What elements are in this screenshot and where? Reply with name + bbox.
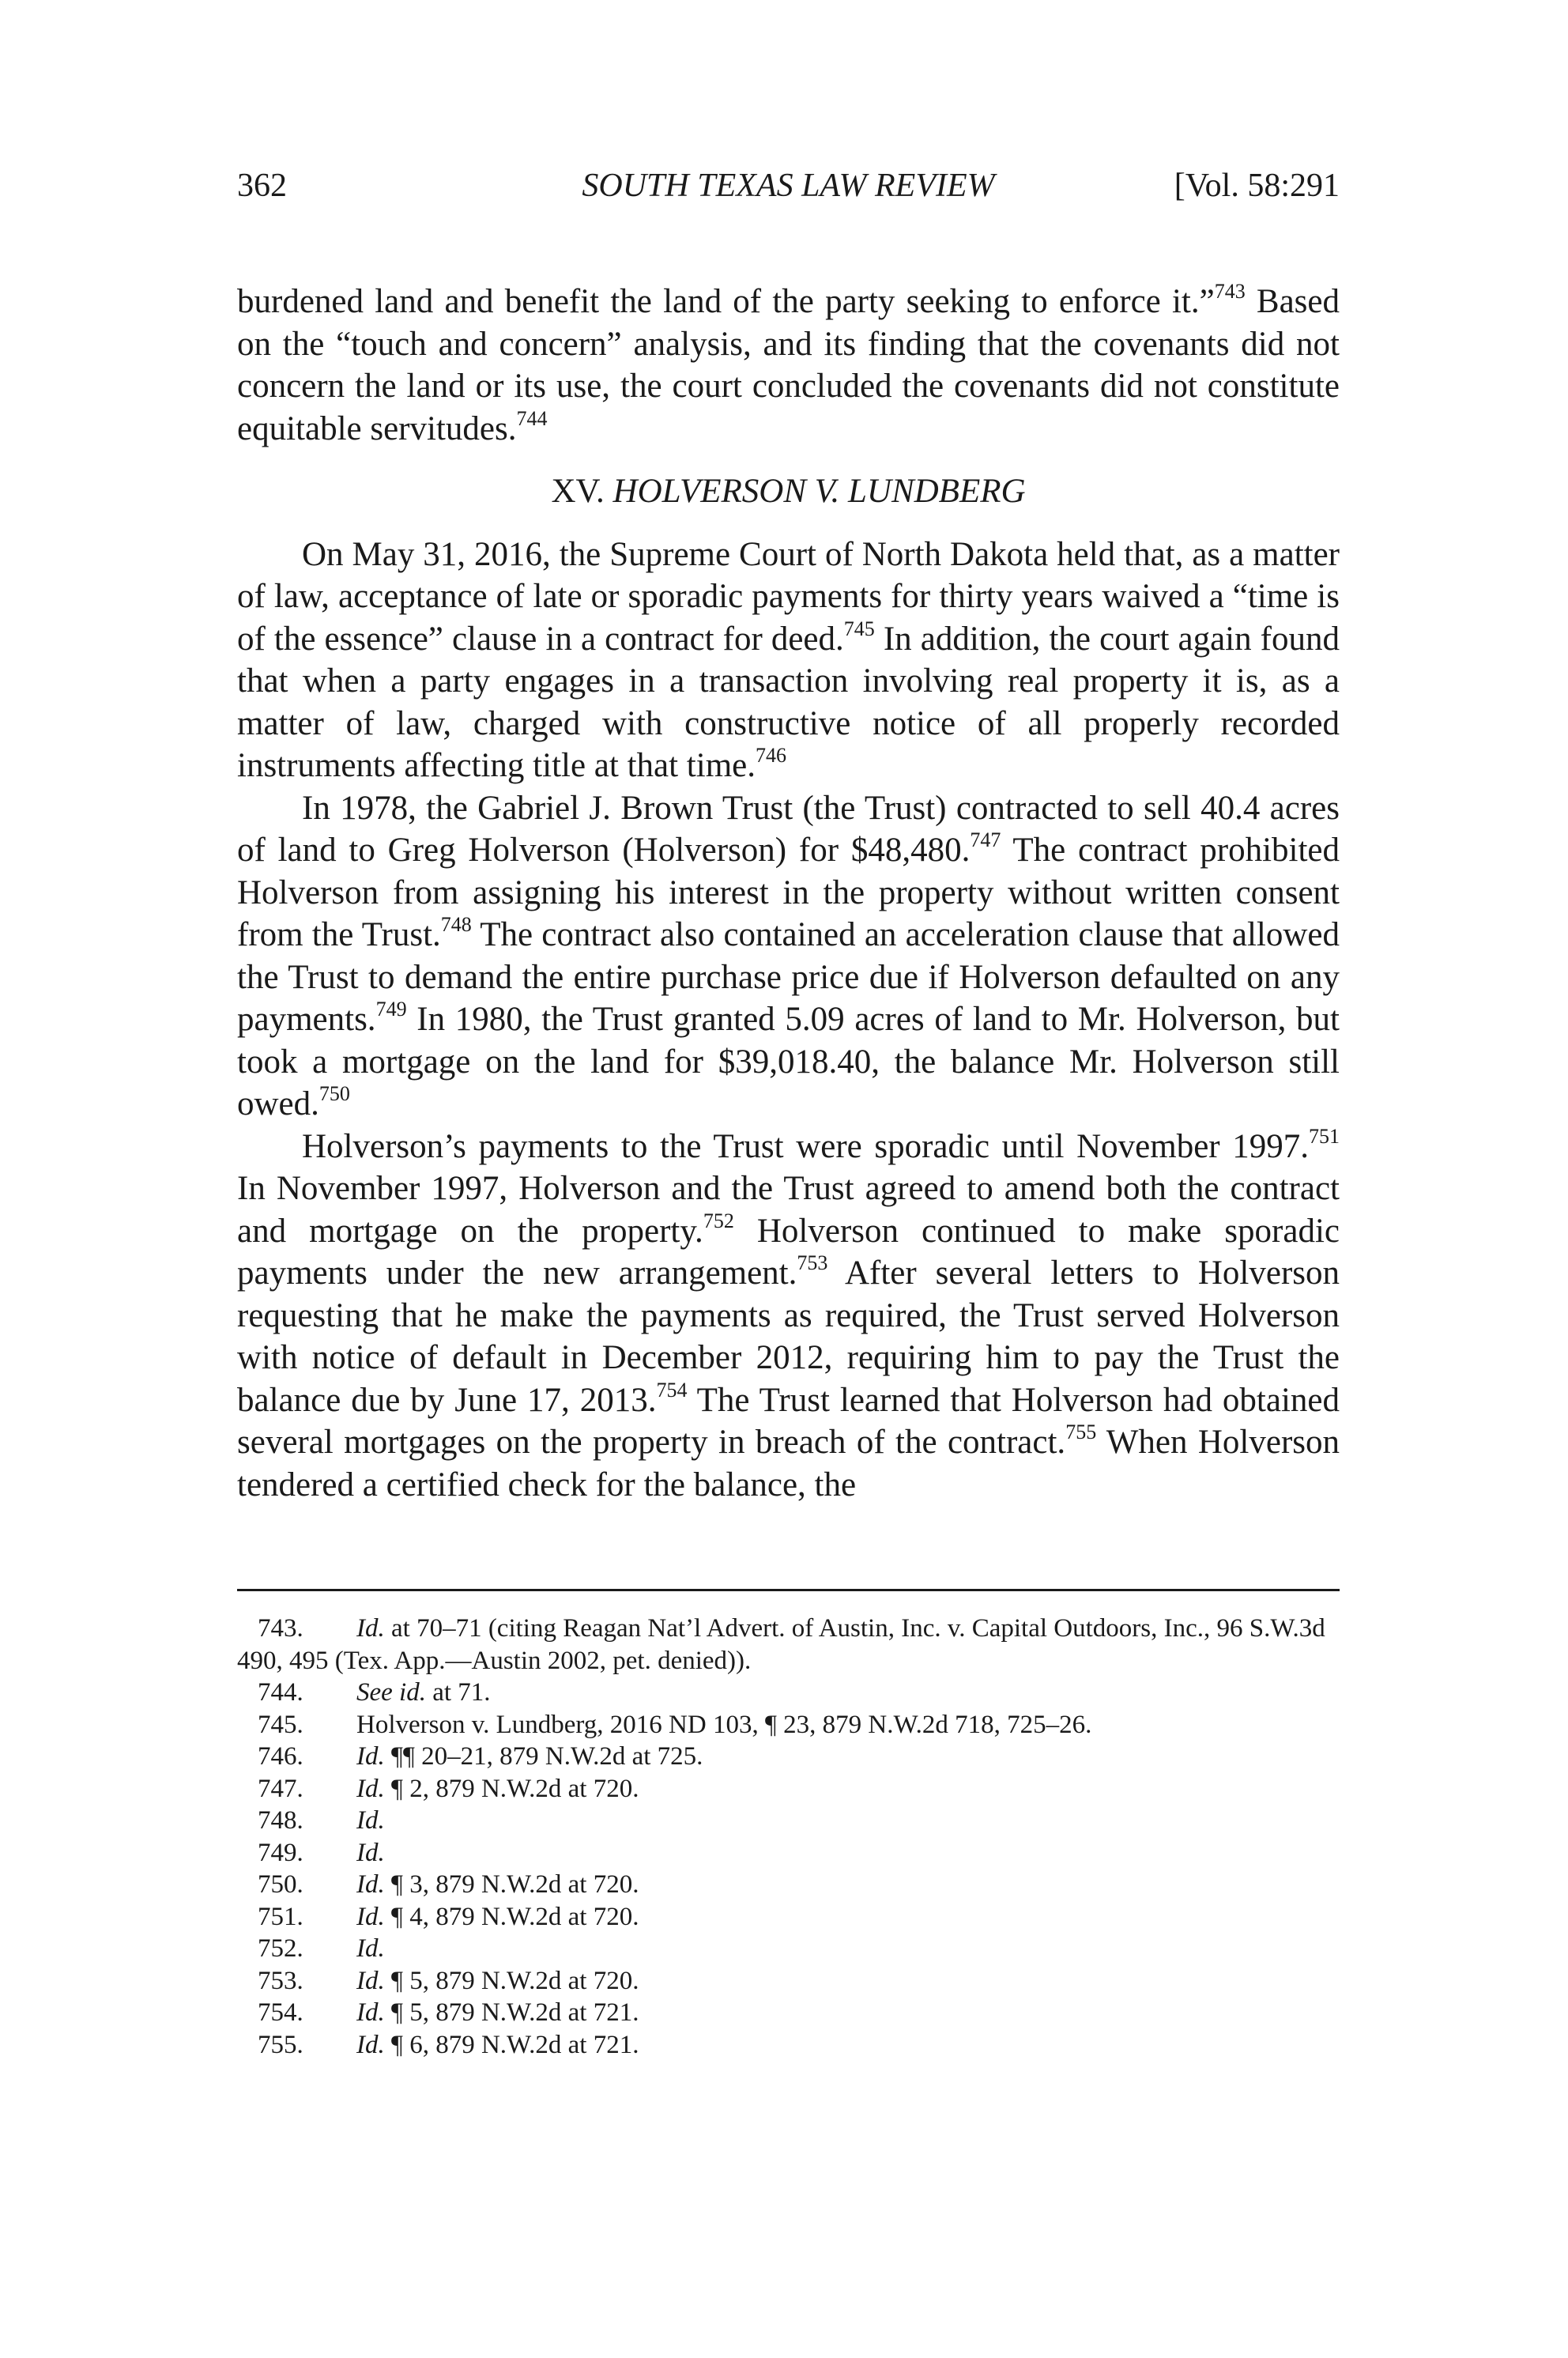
footnote-text: at 70–71 (citing Reagan Nat’l Advert. of Austin, Inc. v. Capital Outdoors, Inc., 96 S.W.3d 490, 495 (Tex. App.—Austin 2002, pet. denied)). <box>237 1614 1325 1675</box>
footnote-text: ¶ 3, 879 N.W.2d at 720. <box>384 1870 639 1899</box>
p3-text-c: The contract also contained an acceleration clause that allowed the Trust to demand the entire purchase price due if Holverson defaulted on any payments. <box>237 916 1340 1038</box>
p1-text-b: Based on the “touch and concern” analysis, and its finding that the covenants did not concern the land or its use, the court concluded the covenants did not constitute equitable servitudes. <box>237 283 1340 447</box>
p4-text-a: Holverson’s payments to the Trust were sporadic until November 1997. <box>302 1127 1309 1165</box>
p3-text-b: The contract prohibited Holverson from assigning his interest in the property without written consent from the Trust. <box>237 832 1340 953</box>
footnote-ref-752[interactable]: 752 <box>703 1209 734 1232</box>
footnote-ref-750[interactable]: 750 <box>318 1082 350 1105</box>
p4-text-f: When Holverson tendered a certified check for the balance, the <box>237 1424 1340 1503</box>
footnote-755 <box>237 2029 1340 2062</box>
footnote-ref-749[interactable]: 749 <box>375 998 407 1021</box>
footnote-text: Holverson v. Lundberg, 2016 ND 103, ¶ 23, 879 N.W.2d 718, 725–26. <box>356 1710 1092 1739</box>
footnote-744 <box>237 1677 1340 1709</box>
footnote-ref-755[interactable]: 755 <box>1065 1420 1097 1443</box>
section-case-name: HOLVERSON V. LUNDBERG <box>612 473 1026 510</box>
footnote-745 <box>237 1709 1340 1741</box>
footnote-divider <box>237 1589 1340 1591</box>
footnote-751 <box>237 1901 1340 1934</box>
footnote-747 <box>237 1773 1340 1805</box>
footnote-749 <box>237 1837 1340 1869</box>
footnote-signal: Id. <box>356 1614 385 1643</box>
footnote-text: ¶ 2, 879 N.W.2d at 720. <box>384 1774 639 1803</box>
footnote-number: 744. <box>258 1678 303 1707</box>
footnote-number: 745. <box>258 1710 303 1739</box>
footnote-753 <box>237 1965 1340 1998</box>
p4-text-d: After several letters to Holverson requesting that he make the payments as required, the Trust served Holverson with notice of default in December 2012, requiring him to pay the Trust the balance due by June 17, 2013. <box>237 1254 1340 1419</box>
paragraph-3 <box>237 787 1340 1126</box>
footnote-number: 743. <box>258 1614 303 1643</box>
p3-text-a: In 1978, the Gabriel J. Brown Trust (the Trust) contracted to sell 40.4 acres of land to Greg Holverson (Holverson) for $48,480. <box>237 789 1340 869</box>
footnote-signal: Id. <box>356 1870 385 1899</box>
footnotes <box>237 1613 1340 2061</box>
footnote-number: 750. <box>258 1870 303 1899</box>
footnote-number: 747. <box>258 1774 303 1803</box>
footnote-number: 751. <box>258 1902 303 1931</box>
footnote-signal: Id. <box>356 1806 385 1835</box>
main-text <box>237 281 1340 1506</box>
footnote-text: ¶ 5, 879 N.W.2d at 720. <box>384 1966 639 1995</box>
footnote-signal: Id. <box>356 1838 385 1867</box>
footnote-number: 748. <box>258 1806 303 1835</box>
journal-title: SOUTH TEXAS LAW REVIEW <box>582 168 995 204</box>
footnote-ref-743[interactable]: 743 <box>1214 280 1246 303</box>
footnote-signal: Id. <box>356 1966 385 1995</box>
p2-text-a: On May 31, 2016, the Supreme Court of North Dakota held that, as a matter of law, acceptance of late or sporadic payments for thirty years waived a “time is of the essence” clause in a contract for deed. <box>237 535 1340 658</box>
footnote-signal: Id. <box>356 1742 385 1771</box>
footnote-ref-745[interactable]: 745 <box>843 617 875 640</box>
footnote-number: 752. <box>258 1934 303 1963</box>
footnote-text: ¶¶ 20–21, 879 N.W.2d at 725. <box>384 1742 703 1771</box>
footnote-ref-748[interactable]: 748 <box>440 913 472 936</box>
paragraph-1 <box>237 281 1340 450</box>
page-number: 362 <box>237 168 287 204</box>
footnote-number: 754. <box>258 1998 303 2027</box>
footnote-750 <box>237 1869 1340 1901</box>
footnote-text: at 71. <box>425 1678 491 1707</box>
footnote-signal: Id. <box>356 2030 385 2059</box>
footnote-number: 746. <box>258 1742 303 1771</box>
p4-text-c: Holverson continued to make sporadic payments under the new arrangement. <box>237 1212 1340 1292</box>
footnote-signal: Id. <box>356 1774 385 1803</box>
footnote-signal: Id. <box>356 1998 385 2027</box>
footnote-ref-754[interactable]: 754 <box>656 1378 688 1402</box>
footnote-number: 753. <box>258 1966 303 1995</box>
footnote-748 <box>237 1805 1340 1837</box>
footnote-746 <box>237 1741 1340 1773</box>
p3-text-d: In 1980, the Trust granted 5.09 acres of land to Mr. Holverson, but took a mortgage on the land for $39,018.40, the balance Mr. Holverson still owed. <box>237 1001 1340 1122</box>
footnote-743 <box>237 1613 1340 1677</box>
footnote-ref-751[interactable]: 751 <box>1309 1124 1340 1148</box>
section-heading <box>237 470 1340 513</box>
footnote-ref-744[interactable]: 744 <box>516 406 548 430</box>
volume-citation: [Vol. 58:291 <box>1174 168 1340 204</box>
footnote-752 <box>237 1933 1340 1965</box>
p2-text-b: In addition, the court again found that when a party engages in a transaction involving real property it is, as a matter of law, charged with constructive notice of all properly recorded instruments affecting title at that time. <box>237 620 1340 784</box>
footnote-signal: See id. <box>356 1678 426 1707</box>
footnote-ref-746[interactable]: 746 <box>755 744 786 767</box>
paragraph-2 <box>237 534 1340 787</box>
footnote-number: 749. <box>258 1838 303 1867</box>
p1-text-a: burdened land and benefit the land of the party seeking to enforce it.” <box>237 283 1215 320</box>
footnote-text: ¶ 5, 879 N.W.2d at 721. <box>384 1998 639 2027</box>
section-numeral: XV. <box>551 473 613 510</box>
footnote-754 <box>237 1997 1340 2029</box>
footnote-signal: Id. <box>356 1902 385 1931</box>
footnote-text: ¶ 6, 879 N.W.2d at 721. <box>384 2030 639 2059</box>
footnote-ref-747[interactable]: 747 <box>970 828 1001 851</box>
footnote-ref-753[interactable]: 753 <box>797 1251 828 1274</box>
p4-text-b: In November 1997, Holverson and the Trust agreed to amend both the contract and mortgage on the property. <box>237 1170 1340 1250</box>
p4-text-e: The Trust learned that Holverson had obtained several mortgages on the property in breach of the contract. <box>237 1381 1340 1461</box>
paragraph-4 <box>237 1126 1340 1507</box>
footnote-signal: Id. <box>356 1934 385 1963</box>
footnote-text: ¶ 4, 879 N.W.2d at 720. <box>384 1902 639 1931</box>
footnote-number: 755. <box>258 2030 303 2059</box>
